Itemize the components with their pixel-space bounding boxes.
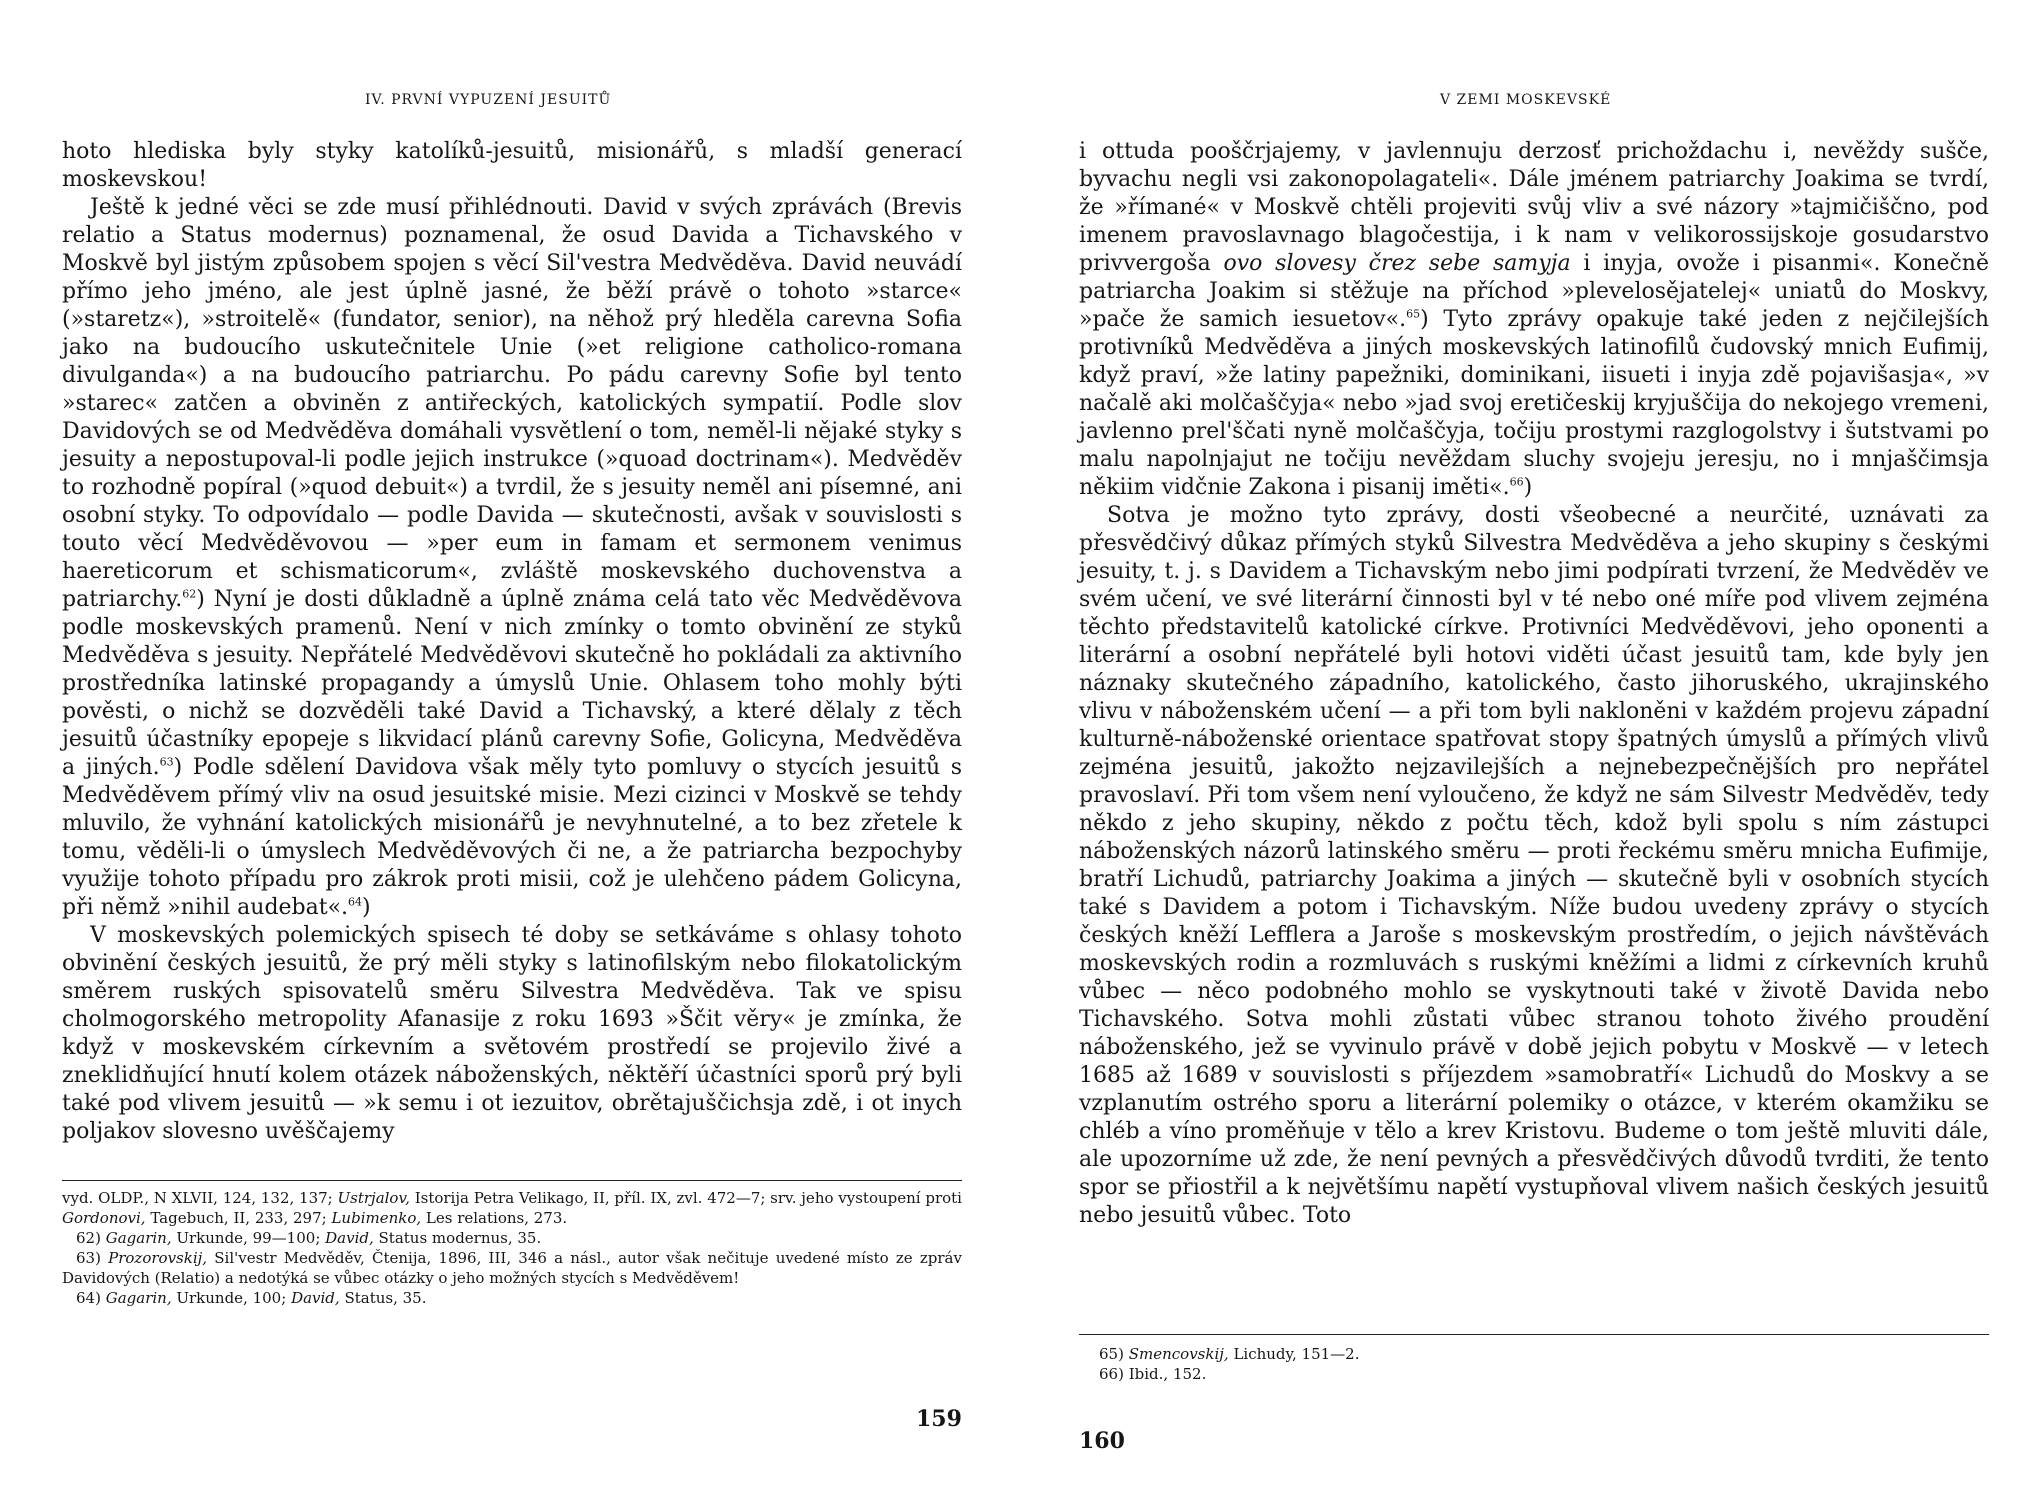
- footnotes: [62, 1188, 962, 1308]
- footnote-62: 62) Gagarin, Urkunde, 99—100; David, Status modernus, 35.: [76, 1229, 542, 1247]
- running-head: IV. PRVNÍ VYPUZENÍ JESUITŮ: [365, 92, 612, 108]
- footnote-ref: 65: [1406, 307, 1421, 321]
- footnote-ref: 62: [182, 587, 197, 601]
- paragraph: hoto hlediska byly styky katolíků-jesuitů, misionářů, s mladší generací moskevskou!: [62, 139, 962, 192]
- footnote-ref: 64: [348, 895, 363, 909]
- footnotes: [1099, 1344, 1799, 1384]
- footnote-63: 63) Prozorovskij, Sil'vestr Medvěděv, Čtenija, 1896, III, 346 a násl., autor však nečituje uvedené místo ze zpráv Davidových (Relatio) a nedotýká se vůbec otázky o jeho možných stycích s Medvěděvem!: [62, 1249, 962, 1287]
- footnote-divider: [62, 1180, 962, 1181]
- footnote-divider: [1079, 1334, 1989, 1335]
- footnote-65: 65) Smencovskij, Lichudy, 151—2.: [1099, 1345, 1360, 1363]
- footnote-continuation: vyd. OLDP., N XLVII, 124, 132, 137; Ustrjalov, Istorija Petra Velikago, II, příl. IX, zvl. 472—7; srv. jeho vystoupení proti Gordonovi, Tagebuch, II, 233, 297; Lubimenko, Les relations, 273.: [62, 1189, 962, 1227]
- footnote-ref: 63: [159, 755, 174, 769]
- page-right: [1017, 0, 2034, 1500]
- paragraph: Sotva je možno tyto zprávy, dosti všeobecné a neurčité, uznávati za přesvědčivý důkaz přímých styků Silvestra Medvěděva a jeho skupiny s českými jesuity, t. j. s Davidem a Tichavským nebo jimi podpírati tvrzení, že Medvěděv ve svém učení, ve své literární činnosti byl v té nebo oné míře pod vlivem zejména těchto představitelů katolické církve. Protivníci Medvěděvovi, jeho oponenti a literární a osobní nepřátelé byli hotovi viděti účast jesuitů tam, kde byly jen náznaky skutečného západního, katolického, často jihoruského, ukrajinského vlivu v náboženském učení — a při tom byli nakloněni v každém projevu západní kulturně-náboženské orientace spatřovat stopy špatných úmyslů a přímých vlivů zejména jesuitů, jakožto nejzavilejších a nejnebezpečnějších pro nepřátel pravoslaví. Při tom všem není vyloučeno, že když ne sám Silvestr Medvěděv, tedy někdo z jeho skupiny, někdo z počtu těch, kdož byli spolu s ním zástupci náboženských názorů latinského směru — proti řeckému směru mnicha Eufimije, bratří Lichudů, patriarchy Joakima a jiných — skutečně byli v osobních stycích také s Davidem a potom i Tichavským. Níže budou uvedeny zprávy o stycích českých kněží Lefflera a Jaroše s moskevským prostředím, o jejich návštěvách moskevských rodin a rozmluvách s ruskými kněžími a lidmi z církevních kruhů vůbec — něco podobného mohlo se vyskytnouti také v životě Davida nebo Tichavského. Sotva mohli zůstati vůbec stranou tohoto živého proudění náboženského, jež se vyvinulo právě v době jejich pobytu v Moskvě — v letech 1685 až 1689 v souvislosti s příjezdem »samobratří« Lichudů do Moskvy a se vzplanutím ostrého sporu a literární polemiky o otázce, v kterém okamžiku se chléb a víno proměňuje v tělo a krev Kristovu. Budeme o tom ještě mluviti dále, ale upozorníme už zde, že není pevných a přesvědčivých důvodů tvrditi, že tento spor se přiostřil a k největšímu napětí vystupňoval vlivem našich českých jesuitů nebo jesuitů vůbec. Toto: [1079, 503, 1989, 1228]
- footnote-64: 64) Gagarin, Urkunde, 100; David, Status, 35.: [76, 1289, 427, 1307]
- paragraph: i ottuda pooščrjajemy, v javlennuju derzosť prichoždachu i, nevěždy sušče, byvachu negli vsi zakonopolagateli«. Dále jménem patriarchy Joakima se tvrdí, že »římané« v Moskvě chtěli projeviti svůj vliv a své názory »tajmičiščno, pod imenem pravoslavnago blagočestija, i k nam v velikorossijskoje gosudarstvo privvergoša ovo slovesy črez sebe samyja i inyja, ovože i pisanmi«. Konečně patriarcha Joakim si stěžuje na příchod »plevelosějatelej« uniatů do Moskvy, »pače že samich iesuetov«.$^{65}$) Tyto zprávy opakuje také jeden z nejčilejších protivníků Medvěděva a jiných moskevských latinofilů čudovský mnich Eufimij, když praví, »že latiny papežniki, dominikani, iisueti i inyja zdě pojavišasja«, »v načalě aki molčaščyja« nebo »jad svoj eretičeskij kryjuščija do nekojego vremeni, javlenno prel'ščati nyně molčaščyja, točiju prostymi razglogolstvy i šutstvami po malu napolnjajut ne točiju nevěždam sluchy svojeju jeresju, no i mnjaščimsja někiim vidčnie Zakona i pisanij iměti«.$^{66}$): [1079, 139, 1989, 500]
- body-text: [62, 138, 962, 1146]
- footnote-ref: 66: [1509, 475, 1524, 489]
- paragraph: V moskevských polemických spisech té doby se setkáváme s ohlasy tohoto obvinění českých jesuitů, že prý měli styky s latinofilským nebo filokatolickým směrem ruských spisovatelů směru Silvestra Medvěděva. Tak ve spisu cholmogorského metropolity Afanasije z roku 1693 »Ščit věry« je zmínka, že když v moskevském církevním a světovém prostředí se projevilo živé a zneklidňující hnutí kolem otázek náboženských, něktěří účastníci sporů prý byli také pod vlivem jesuitů — »k semu i ot iezuitov, obrětajuščichsja zdě, i ot inych poljakov slovesno uvěščajemy: [62, 923, 962, 1144]
- footnote-66: 66) Ibid., 152.: [1099, 1365, 1207, 1383]
- page-number: 159: [916, 1406, 962, 1432]
- paragraph: Ještě k jedné věci se zde musí přihlédnouti. David v svých zprávách (Brevis relatio a Status modernus) poznamenal, že osud Davida a Tichavského v Moskvě byl jistým způsobem spojen s věcí Sil'vestra Medvěděva. David neuvádí přímo jeho jméno, ale jest úplně jasné, že běží právě o tohoto »starce« (»staretz«), »stroitelě« (fundator, senior), na něhož prý hleděla carevna Sofia jako na budoucího uskutečnitele Unie (»et religione catholico-romana divulganda«) a na budoucího patriarchu. Po pádu carevny Sofie byl tento »starec« zatčen a obviněn z antiřeckých, katolických sympatií. Podle slov Davidových se od Medvěděva domáhali vysvětlení o tom, neměl-li nějaké styky s jesuity a nepostupoval-li podle jejich instrukce (»quoad doctrinam«). Medvěděv to rozhodně popíral (»quod debuit«) a tvrdil, že s jesuity neměl ani písemné, ani osobní styky. To odpovídalo — podle Davida — skutečnosti, avšak v souvislosti s touto věcí Medvěděvovou — »per eum in famam et sermonem venimus haereticorum et schismaticorum«, zvláště moskevského duchovenstva a patriarchy.$^{62}$) Nyní je dosti důkladně a úplně známa celá tato věc Medvěděvova podle moskevských pramenů. Není v nich zmínky o tomto obvinění ze styků Medvěděva s jesuity. Nepřátelé Medvěděvovi skutečně ho pokládali za aktivního prostředníka latinské propagandy a úmyslů Unie. Ohlasem toho mohly býti pověsti, o nichž se dozvěděli také David a Tichavský, a které dělaly z těch jesuitů účastníky epopeje s likvidací plánů carevny Sofie, Golicyna, Medvěděva a jiných.$^{63}$) Podle sdělení Davidova však měly tyto pomluvy o stycích jesuitů s Medvěděvem přímý vliv na osud jesuitské misie. Mezi cizinci v Moskvě se tehdy mluvilo, že vyhnání katolických misionářů je nevyhnutelné, a to bez zřetele k tomu, věděli-li o úmyslech Medvěděvových či ne, a že patriarcha bezpochyby využije tohoto případu pro zákrok proti misii, což je ulehčeno pádem Golicyna, při němž »nihil audebat«.$^{64}$): [62, 195, 962, 920]
- body-text: [1079, 138, 1989, 1230]
- page-number: 160: [1079, 1428, 1125, 1454]
- running-head: V ZEMI MOSKEVSKÉ: [1440, 92, 1612, 108]
